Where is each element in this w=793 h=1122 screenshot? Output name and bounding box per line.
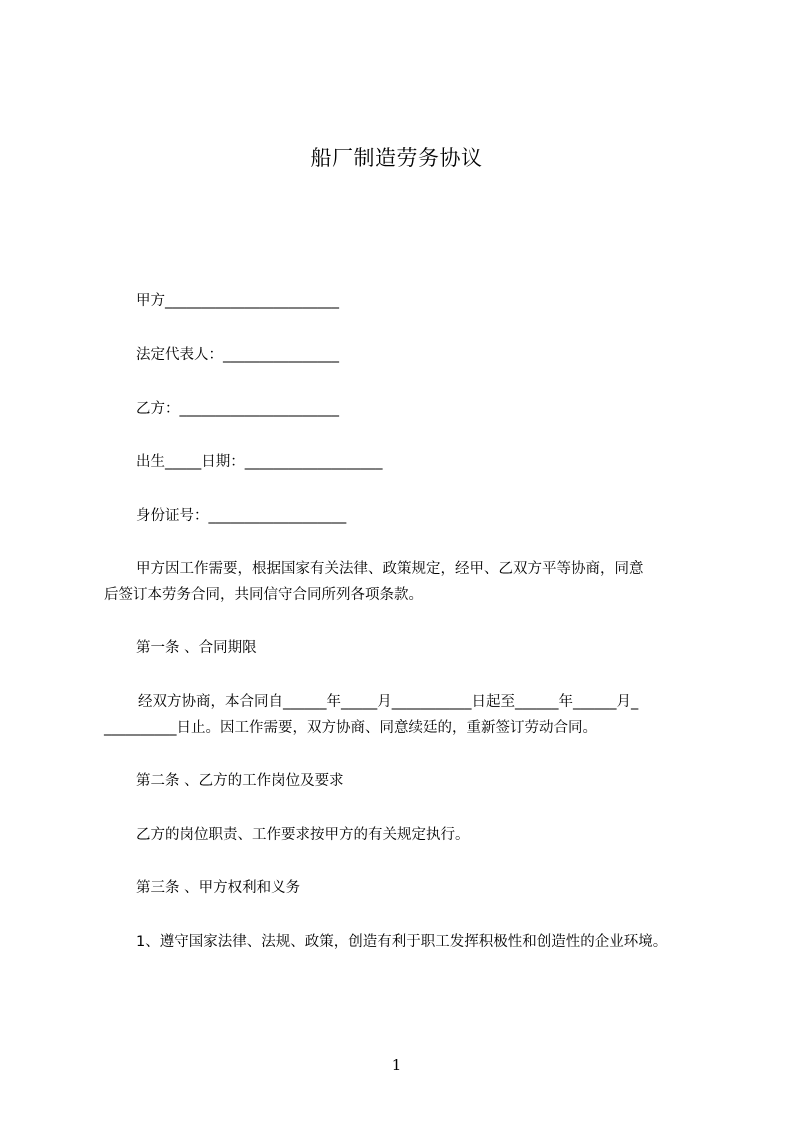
article-3-heading: 第三条 、甲方权利和义务: [136, 880, 301, 896]
party-a-field: 甲方________________________: [136, 293, 339, 309]
preamble-line-1: 甲方因工作需要，根据国家有关法律、政策规定，经甲、乙双方平等协商，同意: [136, 561, 644, 577]
id-number-field: 身份证号：___________________: [136, 508, 347, 524]
article-2-heading: 第二条 、乙方的工作岗位及要求: [136, 773, 344, 789]
article-1-line-1: 经双方协商，本合同自______年_____月___________日起至______年______月_: [138, 694, 639, 710]
birth-date-field: 出生_____日期：___________________: [136, 454, 383, 470]
article-1-heading: 第一条 、合同期限: [136, 640, 257, 656]
preamble-line-2: 后签订本劳务合同，共同信守合同所列各项条款。: [104, 587, 423, 603]
article-2-body: 乙方的岗位职责、工作要求按甲方的有关规定执行。: [136, 827, 470, 843]
document-title: 船厂制造劳务协议: [310, 146, 483, 170]
legal-representative-field: 法定代表人：________________: [136, 347, 339, 363]
page-number: 1: [391, 1056, 402, 1074]
article-3-item-1: 1、遵守国家法律、法规、政策，创造有利于职工发挥积极性和创造性的企业环境。: [136, 934, 668, 950]
party-b-field: 乙方：______________________: [136, 401, 339, 417]
article-1-line-2: __________日止。因工作需要，双方协商、同意续廷的，重新签订劳动合同。: [104, 720, 597, 736]
